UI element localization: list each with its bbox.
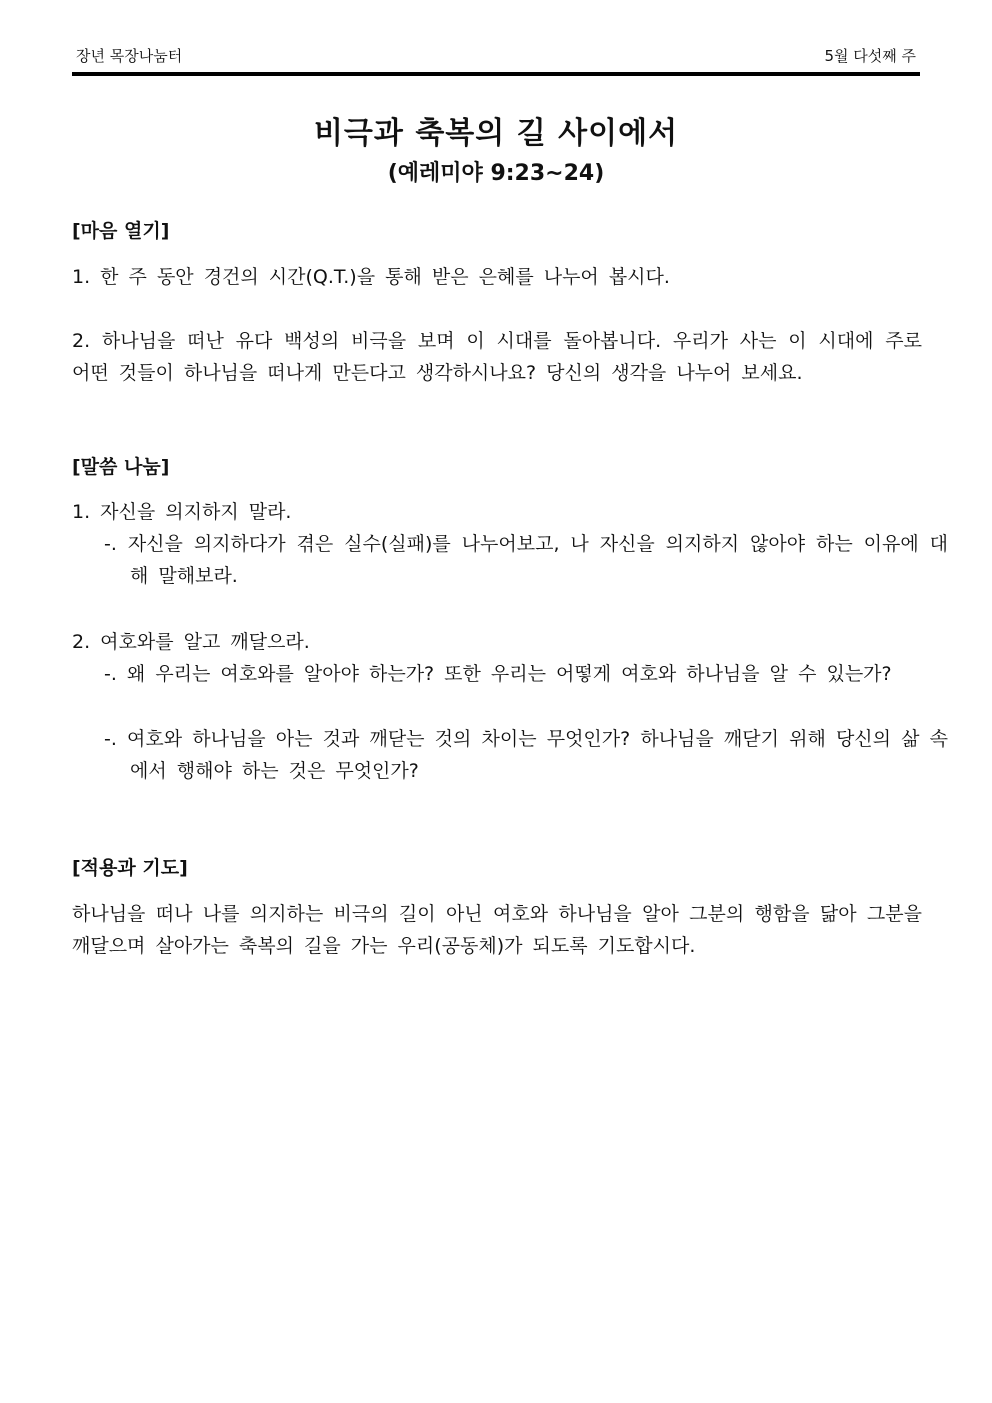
section-heading-open-heart: [마음 열기] [72, 220, 170, 242]
word-point-2-question-2: -. 여호와 하나님을 아는 것과 깨닫는 것의 차이는 무엇인가? 하나님을 깨닫기 위해 당신의 삶 속에서 행해야 하는 것은 무엇인가? [104, 728, 948, 782]
open-heart-question-1: 1. 한 주 동안 경건의 시간(Q.T.)을 통해 받은 은혜를 나누어 봅시다. [72, 266, 670, 288]
word-point-2: 2. 여호와를 알고 깨달으라. [72, 631, 310, 653]
section-heading-word-sharing: [말씀 나눔] [72, 456, 170, 478]
application-prayer-text: 하나님을 떠나 나를 의지하는 비극의 길이 아닌 여호와 하나님을 알아 그분의 행함을 닮아 그분을 깨달으며 살아가는 축복의 길을 가는 우리(공동체)가 되도록 기도합시다. [72, 903, 922, 957]
header-week-label: 5월 다섯째 주 [824, 47, 916, 65]
header-group-name: 장년 목장나눔터 [76, 47, 183, 65]
page-header [72, 44, 920, 68]
open-heart-question-2: 2. 하나님을 떠난 유다 백성의 비극을 보며 이 시대를 돌아봅니다. 우리가 사는 이 시대에 주로 어떤 것들이 하나님을 떠나게 만든다고 생각하시나요? 당신의 생각을 나누어 보세요. [72, 330, 922, 384]
section-heading-application-prayer: [적용과 기도] [72, 857, 188, 879]
word-point-2-question-1: -. 왜 우리는 여호와를 알아야 하는가? 또한 우리는 어떻게 여호와 하나님을 알 수 있는가? [104, 663, 892, 685]
scripture-reference: (예레미야 9:23~24) [387, 161, 605, 186]
header-divider [72, 72, 920, 76]
word-point-1-question-1: -. 자신을 의지하다가 겪은 실수(실패)를 나누어보고, 나 자신을 의지하지 않아야 하는 이유에 대해 말해보라. [104, 533, 948, 587]
word-point-1: 1. 자신을 의지하지 말라. [72, 501, 292, 523]
page-title: 비극과 축복의 길 사이에서 [313, 116, 679, 151]
